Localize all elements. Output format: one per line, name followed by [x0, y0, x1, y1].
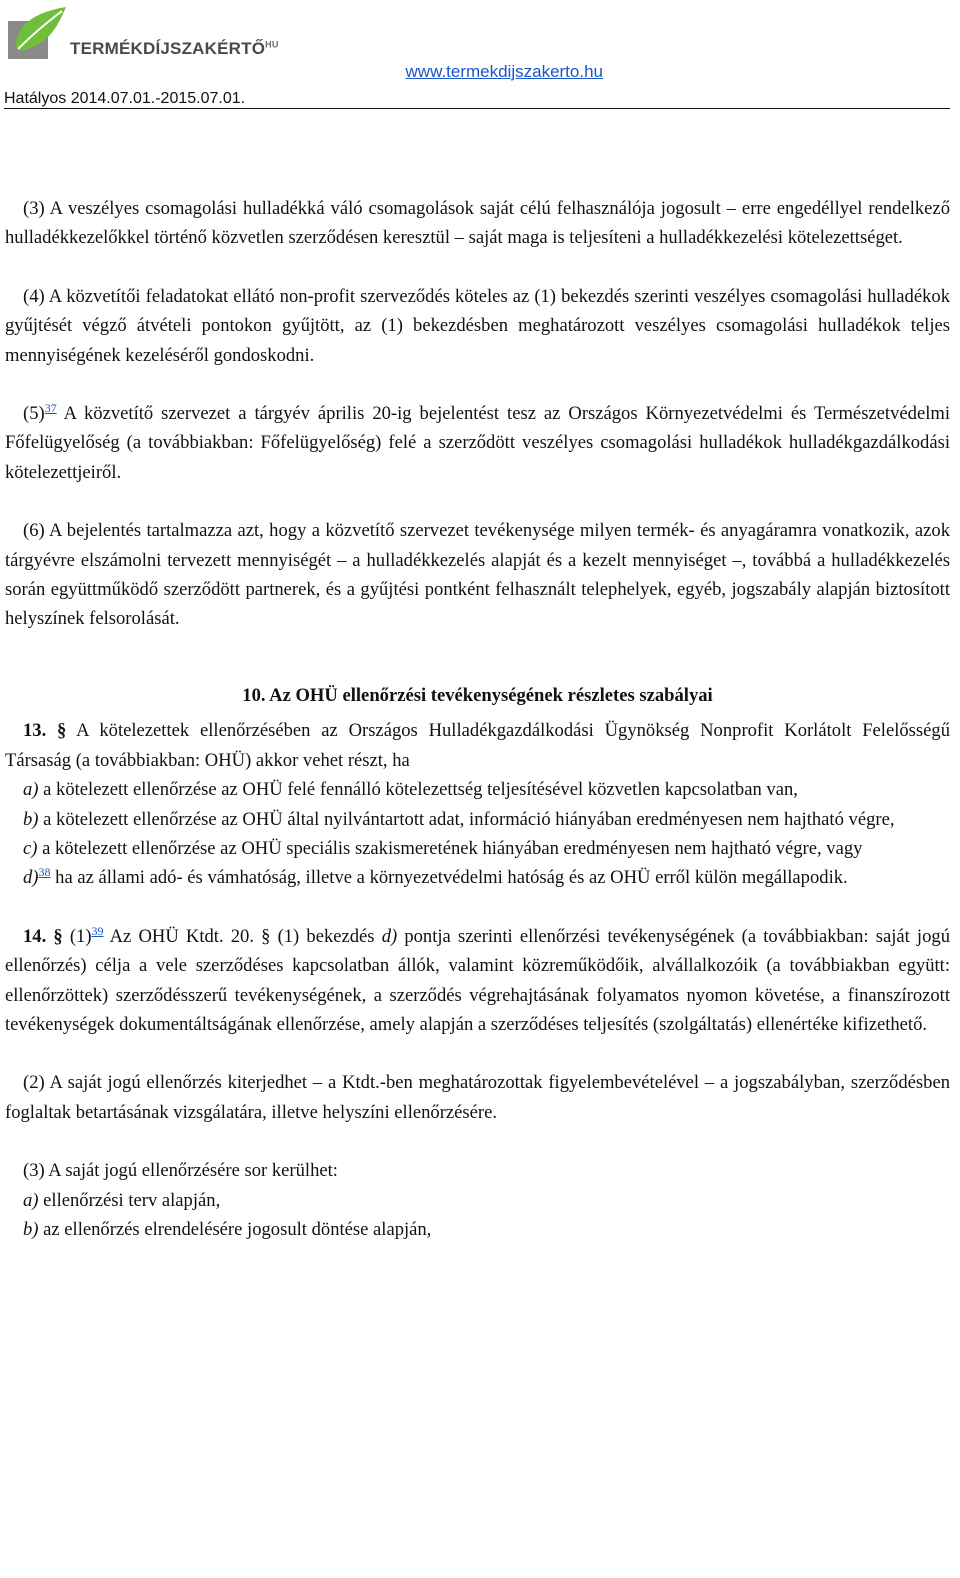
footnote-ref-39[interactable]: 39: [91, 923, 104, 938]
chapter-heading: 10. Az OHÜ ellenőrzési tevékenységének részletes szabályai: [242, 684, 713, 706]
page-header: [0, 0, 960, 112]
logo-text: $TERMÉKDÍJSZAKÉRTŐ^{HU}$: [70, 39, 279, 58]
header-divider: [4, 108, 950, 109]
logo: [6, 5, 279, 61]
footnote-ref-37[interactable]: 37: [44, 400, 57, 415]
section-14-item-a: a) ellenőrzési terv alapján,: [23, 1189, 221, 1211]
paragraph-3: (3) A veszélyes csomagolási hulladékká váló csomagolások saját célú felhasználója jogosult – erre engedéllyel rendelkező hulladékkezelőkkel történő közvetlen szerződésen keresztül – saját maga is teljesíteni a hulladékkezelési kötelezettséget.: [5, 198, 950, 249]
footnote-ref-38[interactable]: 38: [38, 865, 51, 880]
paragraph-4: (4) A közvetítői feladatokat ellátó non-profit szerveződés köteles az (1) bekezdés szerinti veszélyes csomagolási hulladékok gyűjtését végző átvételi pontokon gyűjtött, az (1) bekezdésben meghatározott veszélyes csomagolási hulladékok teljes mennyiségének kezeléséről gondoskodni.: [5, 285, 950, 366]
website-link[interactable]: www.termekdijszakerto.hu: [405, 62, 603, 81]
validity-period: Hatályos 2014.07.01.-2015.07.01.: [4, 90, 246, 107]
paragraph-6: (6) A bejelentés tartalmazza azt, hogy a közvetítő szervezet tevékenysége milyen termék- és anyagáramra vonatkozik, azok tárgyévre elszámolni tervezett mennyiségét – a hulladékkezelés alapját és a kezelt mennyiséget –, továbbá a hulladékkezelés során együttműködő szerződött partnerek, és a gyűjtési pontként felhasznált telephelyek, egyéb, jogszabály alapján biztosított helyszínek felsorolását.: [5, 520, 950, 630]
section-14-paragraph-1: 14. § (1)$^{39}$ Az OHÜ Ktdt. 20. § (1) bekezdés d) pontja szerinti ellenőrzési tevékenységének (a továbbiakban: saját jogú ellenőrzés) célja a vele szerződéses kapcsolatban állók, valamint közreműködőik, alvállalkozóik (a továbbiakban együtt: ellenőrzöttek) szerződésszerű tevékenységének, a szerződés végrehajtásának folyamatos nyomon követése, a finanszírozott tevékenységek dokumentáltságának ellenőrzése, amely alapján a szerződéses teljesítés (szolgáltatás) ellenértéke kifizethető.: [5, 923, 950, 1035]
section-13-item-c: c) a kötelezett ellenőrzése az OHÜ speciális szakismeretének hiányában eredményesen nem hajtható végre, vagy: [23, 837, 863, 859]
section-13-item-b: b) a kötelezett ellenőrzése az OHÜ által nyilvántartott adat, információ hiányában eredményesen nem hajtható végre,: [23, 808, 895, 830]
section-14-paragraph-3: (3) A saját jogú ellenőrzésére sor kerülhet:: [23, 1160, 338, 1182]
section-14-paragraph-2: (2) A saját jogú ellenőrzés kiterjedhet – a Ktdt.-ben meghatározottak figyelembevételével – a jogszabályban, szerződésben foglaltak betartásának vizsgálatára, illetve helyszíni ellenőrzésére.: [5, 1072, 950, 1123]
paragraph-5: (5)$^{37}$ A közvetítő szervezet a tárgyév április 20-ig bejelentést tesz az Országos Környezetvédelmi és Természetvédelmi Főfelügyelőség (a továbbiakban: Főfelügyelőség) felé a szerződött veszélyes csomagolási hulladékok hulladékgazdálkodási kötelezettjeiről.: [5, 400, 950, 483]
section-13: 13. § A kötelezettek ellenőrzésében az Országos Hulladékgazdálkodási Ügynökség Nonprofit Korlátolt Felelősségű Társaság (a továbbiakban: OHÜ) akkor vehet részt, ha: [5, 720, 951, 771]
section-14-item-b: b) az ellenőrzés elrendelésére jogosult döntése alapján,: [23, 1218, 432, 1240]
leaf-logo-icon: [6, 5, 68, 61]
section-13-item-a: a) a kötelezett ellenőrzése az OHÜ felé fennálló kötelezettség teljesítésével közvetlen kapcsolatban van,: [23, 779, 798, 801]
section-13-item-d: d)$^{38}$ ha az állami adó- és vámhatóság, illetve a környezetvédelmi hatóság és az OHÜ erről külön megállapodik.: [23, 865, 848, 889]
document-body: [5, 194, 950, 1244]
